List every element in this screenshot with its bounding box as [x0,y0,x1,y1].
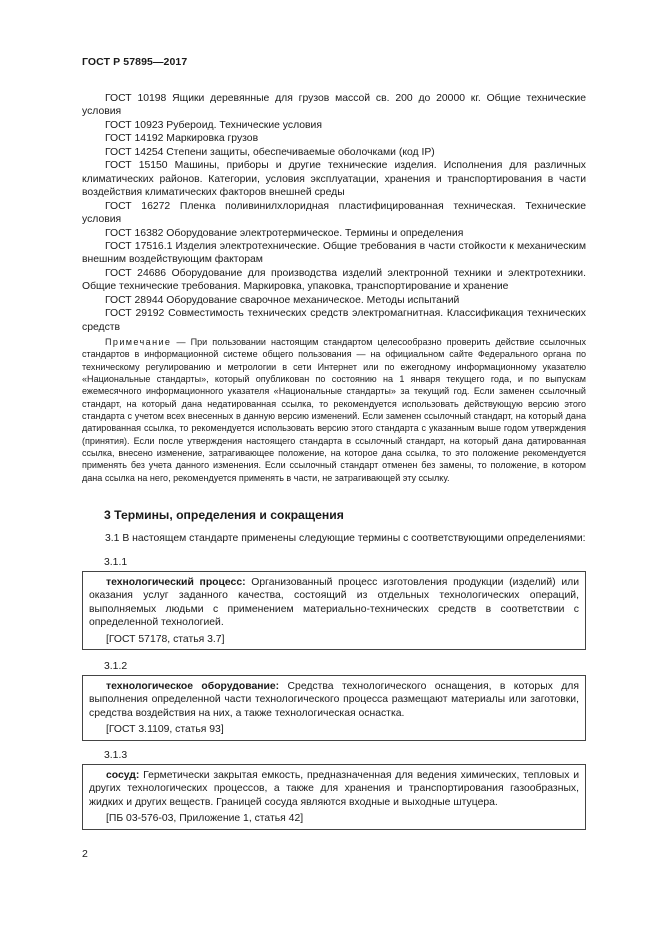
term-number: 3.1.2 [104,661,128,672]
reference-item: ГОСТ 29192 Совместимость технических средств электромагнитная. Классификация технических средств [82,308,586,333]
reference-item: ГОСТ 24686 Оборудование для производства изделий электронной техники и электротехники. Общие технические требования. Маркировка, упаковка, транспортирование и хранение [82,267,586,293]
term-name: технологическое оборудование: [106,681,280,692]
term-number: 3.1.1 [104,557,128,568]
term-definition [89,576,579,630]
reference-item: ГОСТ 17516.1 Изделия электротехнические. Общие требования в части стойкости к механическим внешним воздействующим факторам [82,240,586,266]
normative-references-list [82,92,586,334]
reference-item: ГОСТ 28944 Оборудование сварочное механическое. Методы испытаний [105,294,460,306]
note-paragraph [82,336,586,484]
term-name: сосуд: [106,770,140,781]
section-intro: 3.1 В настоящем стандарте применены следующие термины с соответствующими определениями: [105,533,586,544]
term-definition-text: Герметически закрытая емкость, предназначенная для ведения химических, тепловых и других технологических процессов, а также для хранения и транспортирования газообразных, жидких и других веществ. Границей сосуда являются входные и выходные штуцера. [89,770,579,808]
reference-item: ГОСТ 15150 Машины, приборы и другие технические изделия. Исполнения для различных климатических районов. Категории, условия эксплуатации, хранения и транспортирования в части воздействия климатических факторов внешней среды [82,160,586,199]
term-source: [ГОСТ 3.1109, статья 93] [106,724,224,736]
note-block [82,336,586,484]
reference-item: ГОСТ 16272 Пленка поливинилхлоридная пластифицированная техническая. Технические условия [82,200,586,226]
reference-item: ГОСТ 14254 Степени защиты, обеспечиваемые оболочками (код IP) [105,146,435,158]
section-heading: 3 Термины, определения и сокращения [104,508,344,522]
page-number: 2 [82,848,88,860]
reference-item: ГОСТ 10923 Рубероид. Технические условия [105,119,322,131]
reference-item: ГОСТ 14192 Маркировка грузов [105,133,259,145]
term-source: [ГОСТ 57178, статья 3.7] [106,633,225,645]
note-text: — При пользовании настоящим стандартом целесообразно проверить действие ссылочных стандартов в информационной системе общего пользования — на официальном сайте Федерального органа по техническому регулированию и метрологии в сети Интернет или по ежегодному информационному указателю «Национальные стандарты», который опубликован по состоянию на 1 января текущего года, и по выпускам ежемесячного информационного указателя «Национальные стандарты» за текущий год. Если заменен ссылочный стандарт, на который дана недатированная ссылка, то рекомендуется использовать действующую версию этого стандарта с учетом всех внесенных в данную версию изменений. Если заменен ссылочный стандарт, на который дана датированная ссылка, то рекомендуется использовать версию этого стандарта с указанным выше годом утверждения (принятия). Если после утверждения настоящего стандарта в ссылочный стандарт, на который дана датированная ссылка, внесено изменение, затрагивающее положение, на которое дана ссылка, то это положение рекомендуется применять без учета данного изменения. Если ссылочный стандарт отменен без замены, то положение, в котором дана ссылка на него, рекомендуется применять в части, не затрагивающей эту ссылку. [82,337,586,483]
term-definition [89,769,579,809]
term-definition-text: Средства технологического оснащения, в которых для выполнения определенной части технологического процесса размещают материалы или заготовки, средства воздействия на них, а также технологическая оснастка. [89,681,580,719]
reference-item: ГОСТ 10198 Ящики деревянные для грузов массой св. 200 до 20000 кг. Общие технические условия [82,93,586,118]
note-label: Примечание [105,337,172,347]
term-box [82,571,586,650]
term-definition-text: Организованный процесс изготовления продукции (изделий) или оказания услуг заданного качества, состоящий из отдельных технологических операций, выполняемых людьми с применением материально-технических средств в соответствии с определенной технологией. [89,577,580,629]
term-name: технологический процесс: [106,577,246,588]
term-source: [ПБ 03-576-03, Приложение 1, статья 42] [106,813,304,825]
term-number: 3.1.3 [104,750,128,761]
term-definition [89,680,579,720]
term-box [82,764,586,830]
term-box [82,675,586,741]
reference-item: ГОСТ 16382 Оборудование электротермическое. Термины и определения [105,227,464,239]
document-header: ГОСТ Р 57895—2017 [82,56,188,68]
